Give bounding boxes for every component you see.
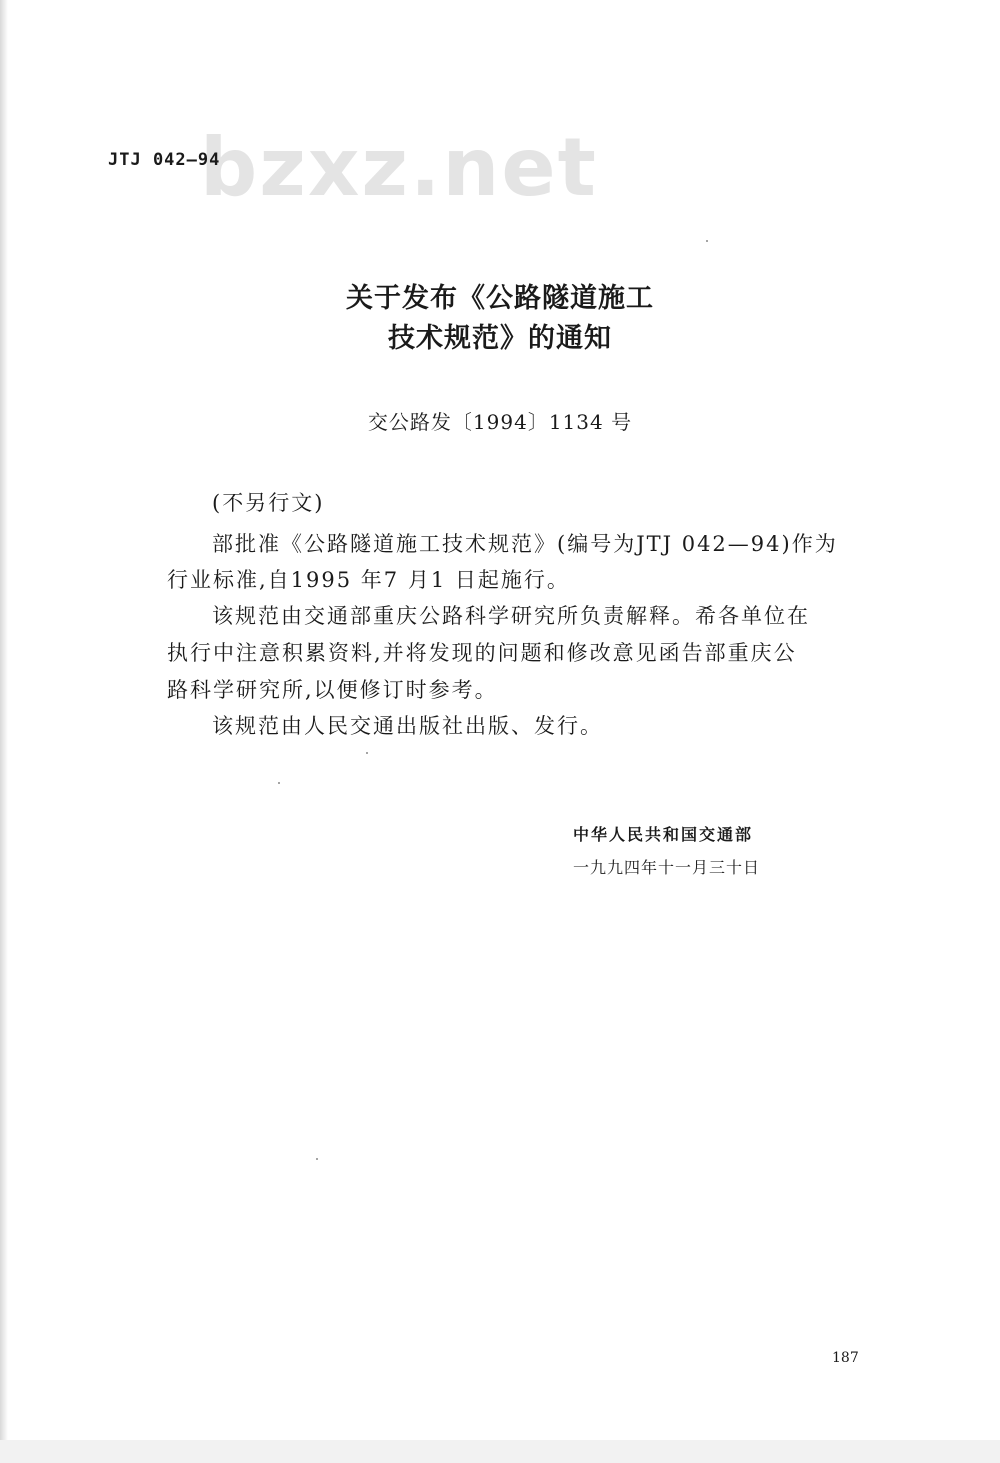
paragraph-2-line-2: 执行中注意积累资料,并将发现的问题和修改意见函告部重庆公 <box>167 641 797 665</box>
issue-date: 一九九四年十一月三十日 <box>573 858 761 877</box>
standard-code: JTJ 042—94 <box>108 150 221 170</box>
page-edge-shadow <box>0 0 8 1463</box>
viewer-bottom-bar <box>0 1440 1000 1463</box>
document-number: 交公路发〔1994〕1134 号 <box>367 410 633 434</box>
page-number: 187 <box>832 1350 859 1366</box>
scan-speck <box>706 240 708 242</box>
paragraph-1-line-2: 行业标准,自1995 年7 月1 日起施行。 <box>167 568 570 592</box>
note-line: (不另行文) <box>212 491 325 515</box>
paragraph-2-line-1: 该规范由交通部重庆公路科学研究所负责解释。希各单位在 <box>212 604 810 628</box>
issuer-name: 中华人民共和国交通部 <box>573 825 754 844</box>
paragraph-3-line-1: 该规范由人民交通出版社出版、发行。 <box>212 714 603 738</box>
watermark: bzxz.net <box>200 121 598 214</box>
title-line-1: 关于发布《公路隧道施工 <box>346 283 654 314</box>
paragraph-2-line-3: 路科学研究所,以便修订时参考。 <box>167 678 498 702</box>
paragraph-1-line-1: 部批准《公路隧道施工技术规范》(编号为JTJ 042—94)作为 <box>212 532 838 556</box>
title-line-2: 技术规范》的通知 <box>388 323 612 354</box>
scan-speck <box>316 1158 318 1160</box>
scan-speck <box>278 782 280 784</box>
scan-speck <box>366 752 368 754</box>
